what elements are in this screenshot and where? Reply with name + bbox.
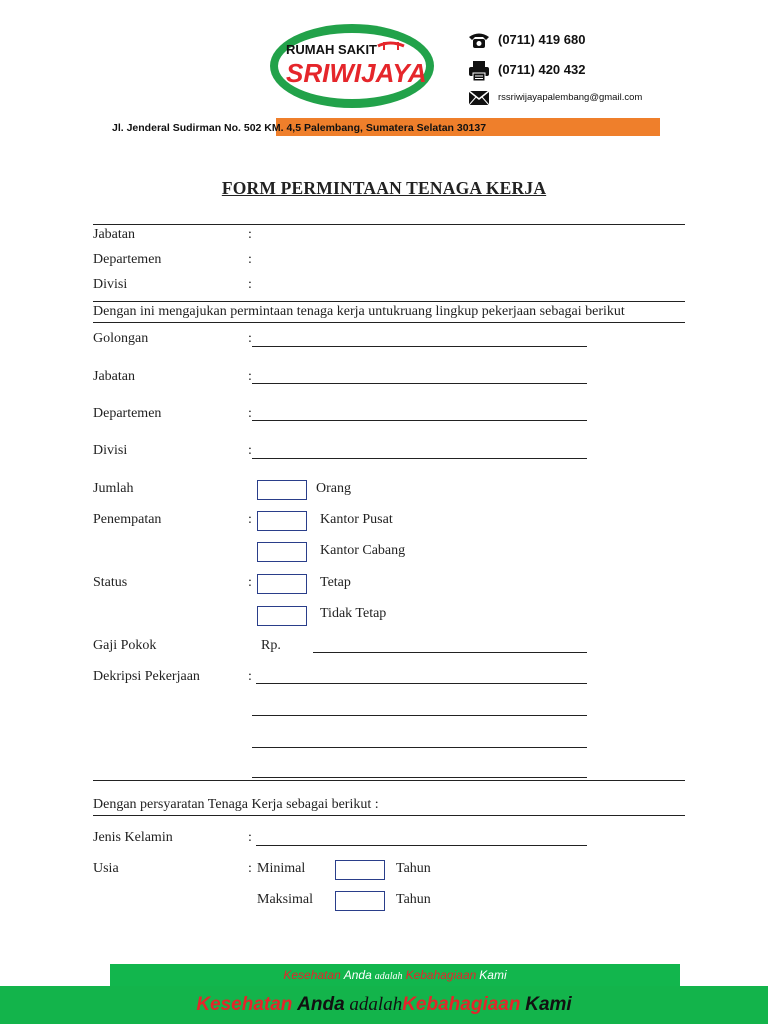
hospital-address: Jl. Jenderal Sudirman No. 502 KM. 4,5 Palembang, Sumatera Selatan 30137 [112,122,487,134]
requester-departemen-label: Departemen [93,252,162,267]
jumlah-input-box[interactable] [257,480,307,500]
colon: : [248,252,252,267]
jumlah-unit-label: Orang [316,481,351,496]
fax-number: (0711) 420 432 [498,62,586,77]
requester-divisi-label: Divisi [93,277,128,292]
departemen-input-line[interactable] [252,420,587,421]
deskripsi-label: Dekripsi Pekerjaan [93,669,200,684]
divider [93,780,685,781]
slogan-word: Kebahagiaan [402,994,521,1015]
slogan-word: adalah [374,971,403,982]
departemen-label: Departemen [93,406,162,421]
golongan-input-line[interactable] [252,346,587,347]
jumlah-label: Jumlah [93,481,134,496]
slogan-word: Kebahagiaan [405,968,477,982]
footer-slogan-bar-small [110,964,680,986]
usia-label: Usia [93,861,119,876]
penempatan-label: Penempatan [93,512,162,527]
deskripsi-input-line[interactable] [252,715,587,716]
colon: : [248,443,252,458]
colon: : [248,406,252,421]
jenis-kelamin-label: Jenis Kelamin [93,830,173,845]
colon: : [248,512,252,527]
deskripsi-input-line[interactable] [256,683,587,684]
deskripsi-input-line[interactable] [252,747,587,748]
logo-line2: SRIWIJAYA [286,58,427,88]
divisi-input-line[interactable] [252,458,587,459]
telephone-icon [468,31,490,49]
colon: : [248,575,252,590]
tidak-tetap-label: Tidak Tetap [320,606,387,621]
tetap-checkbox[interactable] [257,574,307,594]
slogan-word: Anda [297,994,345,1015]
minimal-label: Minimal [257,861,306,876]
jabatan-label: Jabatan [93,369,135,384]
slogan-word: Kesehatan [196,994,293,1015]
request-intro-text: Dengan ini mengajukan permintaan tenaga kerja untukruang lingkup pekerjaan sebagai berikut [93,304,625,319]
gaji-pokok-input-line[interactable] [313,652,587,653]
colon: : [248,861,252,876]
divider [93,224,685,225]
kantor-pusat-checkbox[interactable] [257,511,307,531]
slogan-word: Kami [479,968,507,982]
tidak-tetap-checkbox[interactable] [257,606,307,626]
tahun-label: Tahun [396,861,431,876]
phone-number: (0711) 419 680 [498,32,586,47]
jabatan-input-line[interactable] [252,383,587,384]
kantor-cabang-checkbox[interactable] [257,542,307,562]
kantor-pusat-label: Kantor Pusat [320,512,393,527]
maksimal-label: Maksimal [257,892,313,907]
golongan-label: Golongan [93,331,149,346]
divider [93,301,685,302]
usia-minimal-input-box[interactable] [335,860,385,880]
slogan-word: adalah [349,994,403,1015]
gaji-pokok-label: Gaji Pokok [93,638,157,653]
slogan-word: Anda [343,968,372,982]
jenis-kelamin-input-line[interactable] [256,845,587,846]
deskripsi-input-line[interactable] [252,777,587,778]
requirements-intro-text: Dengan persyaratan Tenaga Kerja sebagai berikut : [93,797,379,812]
logo-line1: RUMAH SAKIT [286,42,377,57]
colon: : [248,331,252,346]
divider [93,322,685,323]
footer-slogan [0,986,768,1024]
email-address: rssriwijayapalembang@gmail.com [498,92,643,103]
divider [93,815,685,816]
tetap-label: Tetap [320,575,351,590]
divisi-label: Divisi [93,443,128,458]
footer-slogan-small [110,964,680,988]
slogan-word: Kesehatan [283,968,341,982]
colon: : [248,830,252,845]
slogan-word: Kami [525,994,572,1015]
kantor-cabang-label: Kantor Cabang [320,543,406,558]
colon: : [248,369,252,384]
colon: : [248,669,252,684]
tahun-label: Tahun [396,892,431,907]
rupiah-label: Rp. [261,638,281,653]
usia-maksimal-input-box[interactable] [335,891,385,911]
hospital-logo [266,20,438,112]
fax-printer-icon [468,60,490,82]
colon: : [248,277,252,292]
envelope-icon [468,90,490,106]
status-label: Status [93,575,128,590]
requester-jabatan-label: Jabatan [93,227,135,242]
colon: : [248,227,252,242]
footer-slogan-bar [0,986,768,1024]
form-title: FORM PERMINTAAN TENAGA KERJA [221,178,547,198]
